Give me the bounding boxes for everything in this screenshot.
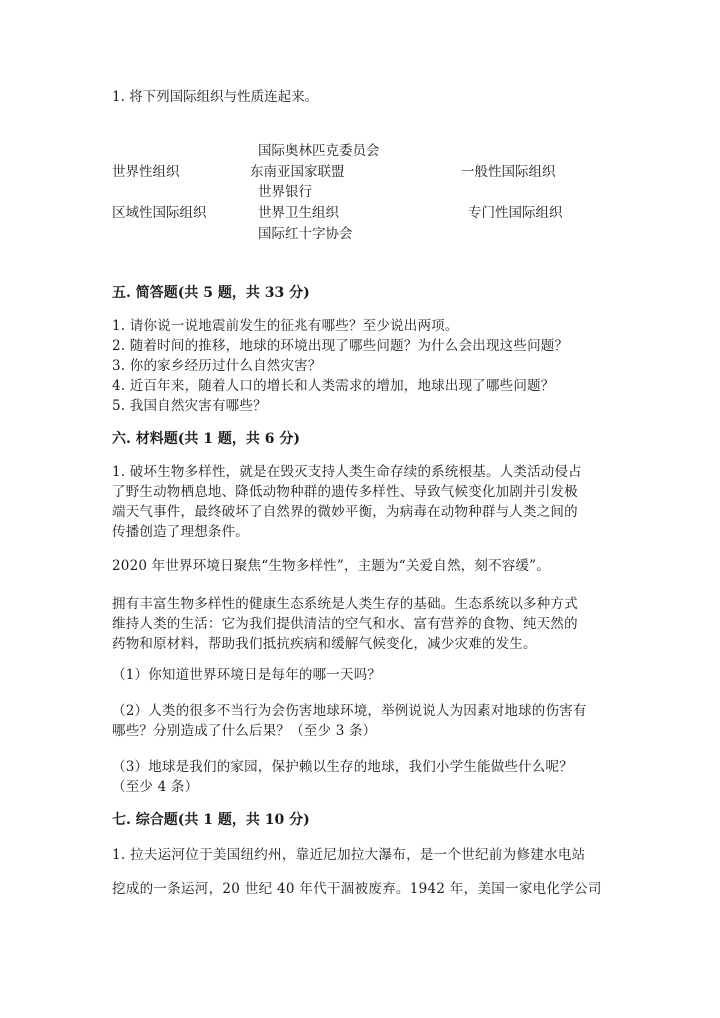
list-item: 1. 请你说一说地震前发生的征兆有哪些？至少说出两项。 xyxy=(112,318,459,334)
paragraph-line: 1. 破坏生物多样性，就是在毁灭支持人类生命存续的系统根基。人类活动侵占 xyxy=(112,464,582,480)
sub-question xyxy=(112,665,612,685)
paragraph-line: （至少 4 条） xyxy=(112,779,199,795)
short-answer-list xyxy=(112,316,612,416)
paragraph-line: 维持人类的生活：它为我们提供清洁的空气和水、富有营养的食物、纯天然的 xyxy=(112,616,578,632)
section-heading: 五. 简答题(共 5 题，共 33 分) xyxy=(112,285,310,301)
sub-question xyxy=(112,757,612,797)
paragraph-line: 拥有丰富生物多样性的健康生态系统是人类生存的基础。生态系统以多种方式 xyxy=(112,596,578,612)
paragraph-line: 挖成的一条运河，20 世纪 40 年代干涸被废弃。1942 年，美国一家电化学公司 xyxy=(112,881,602,897)
paragraph-line: 2020 年世界环境日聚焦“生物多样性”，主题为“关爱自然，刻不容缓”。 xyxy=(112,558,550,574)
matching-right-item: 专门性国际组织 xyxy=(468,205,563,221)
paragraph-line: （3）地球是我们的家园，保护赖以生存的地球，我们小学生能做些什么呢？ xyxy=(112,759,573,775)
paragraph-line: 传播创造了理想条件。 xyxy=(112,524,249,540)
material-paragraph xyxy=(112,594,612,654)
paragraph-line: （1）你知道世界环境日是每年的哪一天吗？ xyxy=(112,667,382,683)
paragraph-line: 哪些？分别造成了什么后果？（至少 3 条） xyxy=(112,723,377,739)
section-heading: 六. 材料题(共 1 题，共 6 分) xyxy=(112,431,300,447)
material-paragraph xyxy=(112,462,612,542)
matching-middle-item: 世界卫生组织 xyxy=(258,205,339,221)
material-paragraph xyxy=(112,556,612,576)
paragraph-line: 药物和原材料，帮助我们抵抗疾病和缓解气候变化，减少灾难的发生。 xyxy=(112,636,537,652)
paragraph-line: 端天气事件，最终破坏了自然界的微妙平衡，为病毒在动物种群与人类之间的 xyxy=(112,504,578,520)
matching-right-item: 一般性国际组织 xyxy=(461,164,556,180)
list-item: 5. 我国自然灾害有哪些？ xyxy=(112,398,267,414)
section-heading: 七. 综合题(共 1 题，共 10 分) xyxy=(112,812,310,828)
matching-middle-item: 国际红十字协会 xyxy=(258,226,353,242)
paragraph-line: （2）人类的很多不当行为会伤害地球环境，举例说说人为因素对地球的伤害有 xyxy=(112,703,587,719)
list-item: 4. 近百年来，随着人口的增长和人类需求的增加，地球出现了哪些问题？ xyxy=(112,378,555,394)
paragraph-line: 1. 拉夫运河位于美国纽约州，靠近尼加拉大瀑布，是一个世纪前为修建水电站 xyxy=(112,847,586,863)
matching-middle-item: 东南亚国家联盟 xyxy=(250,164,345,180)
sub-question xyxy=(112,701,612,741)
matching-middle-item: 国际奥林匹克委员会 xyxy=(258,143,380,159)
matching-question: 1. 将下列国际组织与性质连起来。 xyxy=(112,89,319,105)
matching-left-item: 世界性组织 xyxy=(112,164,180,180)
matching-middle-item: 世界银行 xyxy=(258,184,312,200)
paragraph-line: 了野生动物栖息地、降低动物种群的遗传多样性、导致气候变化加剧并引发极 xyxy=(112,484,578,500)
list-item: 2. 随着时间的推移，地球的环境出现了哪些问题？为什么会出现这些问题？ xyxy=(112,338,569,354)
list-item: 3. 你的家乡经历过什么自然灾害？ xyxy=(112,358,322,374)
matching-left-item: 区域性国际组织 xyxy=(112,205,207,221)
